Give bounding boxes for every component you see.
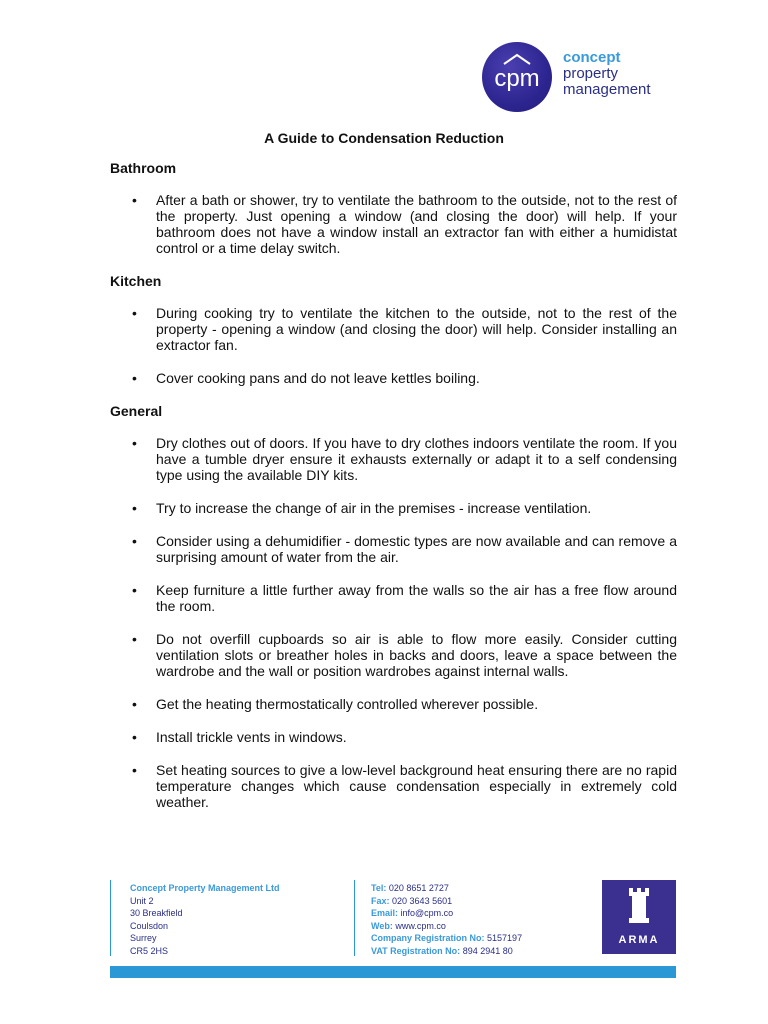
footer-company-reg-label: Company Registration No: bbox=[371, 933, 485, 944]
section-general bbox=[110, 403, 677, 810]
list-item: • Set heating sources to give a low-level background heat ensuring there are no rapid temperature changes which cause condensation especially in extremely cold weather. bbox=[110, 762, 677, 810]
cpm-logo-mark-text: cpm bbox=[494, 65, 540, 92]
footer-company-name: Concept Property Management Ltd bbox=[130, 883, 280, 893]
bullet-list bbox=[110, 192, 677, 256]
footer-address-line: Surrey bbox=[130, 933, 157, 944]
section-heading: Kitchen bbox=[110, 273, 162, 289]
logo-line-2: property bbox=[563, 65, 619, 82]
section-bathroom bbox=[110, 160, 677, 256]
footer-email-label: Email: bbox=[371, 908, 399, 919]
list-item: • Cover cooking pans and do not leave kettles boiling. bbox=[110, 370, 677, 386]
footer-address-line: CR5 2HS bbox=[130, 945, 169, 956]
cpm-logo bbox=[466, 42, 678, 112]
footer-tel-value: 020 8651 2727 bbox=[388, 883, 449, 893]
section-heading: Bathroom bbox=[110, 160, 177, 176]
list-item: • Do not overfill cupboards so air is able to flow more easily. Consider cutting ventilation slots or breather holes in backs and doors, leave a space between the wardrobe and the wall or position wardrobes against internal walls. bbox=[110, 631, 677, 679]
tower-icon bbox=[627, 886, 651, 924]
footer-vat-reg-value: 894 2941 80 bbox=[462, 945, 513, 956]
list-item: • Keep furniture a little further away from the walls so the air has a free flow around the room. bbox=[110, 582, 677, 614]
footer-address-line: Coulsdon bbox=[130, 920, 169, 931]
bullet-list bbox=[110, 435, 677, 810]
footer-vat-reg-label: VAT Registration No: bbox=[371, 945, 461, 956]
document-body bbox=[110, 160, 677, 827]
footer bbox=[110, 880, 676, 980]
list-item: • After a bath or shower, try to ventilate the bathroom to the outside, not to the rest of the property. Just opening a window (and closing the door) will help. If your bathroom does not have a window install an extractor fan with either a humidistat control or a time delay switch. bbox=[110, 192, 677, 256]
list-item: • Install trickle vents in windows. bbox=[110, 729, 677, 745]
list-item: • Try to increase the change of air in the premises - increase ventilation. bbox=[110, 500, 677, 516]
section-heading: General bbox=[110, 403, 163, 419]
footer-web-label: Web: bbox=[371, 920, 393, 931]
cpm-logo-wordmark bbox=[563, 50, 651, 98]
footer-contact-block bbox=[371, 882, 522, 958]
document-title: A Guide to Condensation Reduction bbox=[264, 130, 504, 146]
section-kitchen bbox=[110, 273, 677, 386]
logo-line-3: management bbox=[563, 81, 651, 98]
footer-company-reg-value: 5157197 bbox=[487, 933, 523, 944]
arma-logo bbox=[602, 880, 676, 954]
list-item: • Get the heating thermostatically controlled wherever possible. bbox=[110, 696, 677, 712]
footer-fax-label: Fax: bbox=[371, 895, 390, 906]
logo-line-1: concept bbox=[563, 49, 621, 66]
cpm-logo-mark bbox=[482, 42, 552, 112]
footer-divider bbox=[110, 880, 111, 956]
footer-address-line: 30 Breakfield bbox=[130, 908, 183, 919]
footer-address-block bbox=[130, 882, 280, 958]
arma-logo-text: ARMA bbox=[618, 934, 660, 946]
list-item: • During cooking try to ventilate the kitchen to the outside, not to the rest of the property - opening a window (and closing the door) will help. Consider installing an extractor fan. bbox=[110, 305, 677, 353]
bullet-list bbox=[110, 305, 677, 386]
footer-web-value[interactable]: www.cpm.co bbox=[395, 920, 446, 931]
list-item: • Consider using a dehumidifier - domestic types are now available and can remove a surprising amount of water from the air. bbox=[110, 533, 677, 565]
footer-fax-value: 020 3643 5601 bbox=[392, 895, 453, 906]
list-item: • Dry clothes out of doors. If you have to dry clothes indoors ventilate the room. If you have a tumble dryer ensure it exhausts externally or adapt it to a self condensing type using the available DIY kits. bbox=[110, 435, 677, 483]
footer-accent-bar bbox=[110, 966, 676, 978]
footer-email-value[interactable]: info@cpm.co bbox=[400, 908, 454, 919]
footer-tel-label: Tel: bbox=[371, 883, 387, 893]
footer-address-line: Unit 2 bbox=[130, 895, 154, 906]
footer-divider bbox=[354, 880, 355, 956]
